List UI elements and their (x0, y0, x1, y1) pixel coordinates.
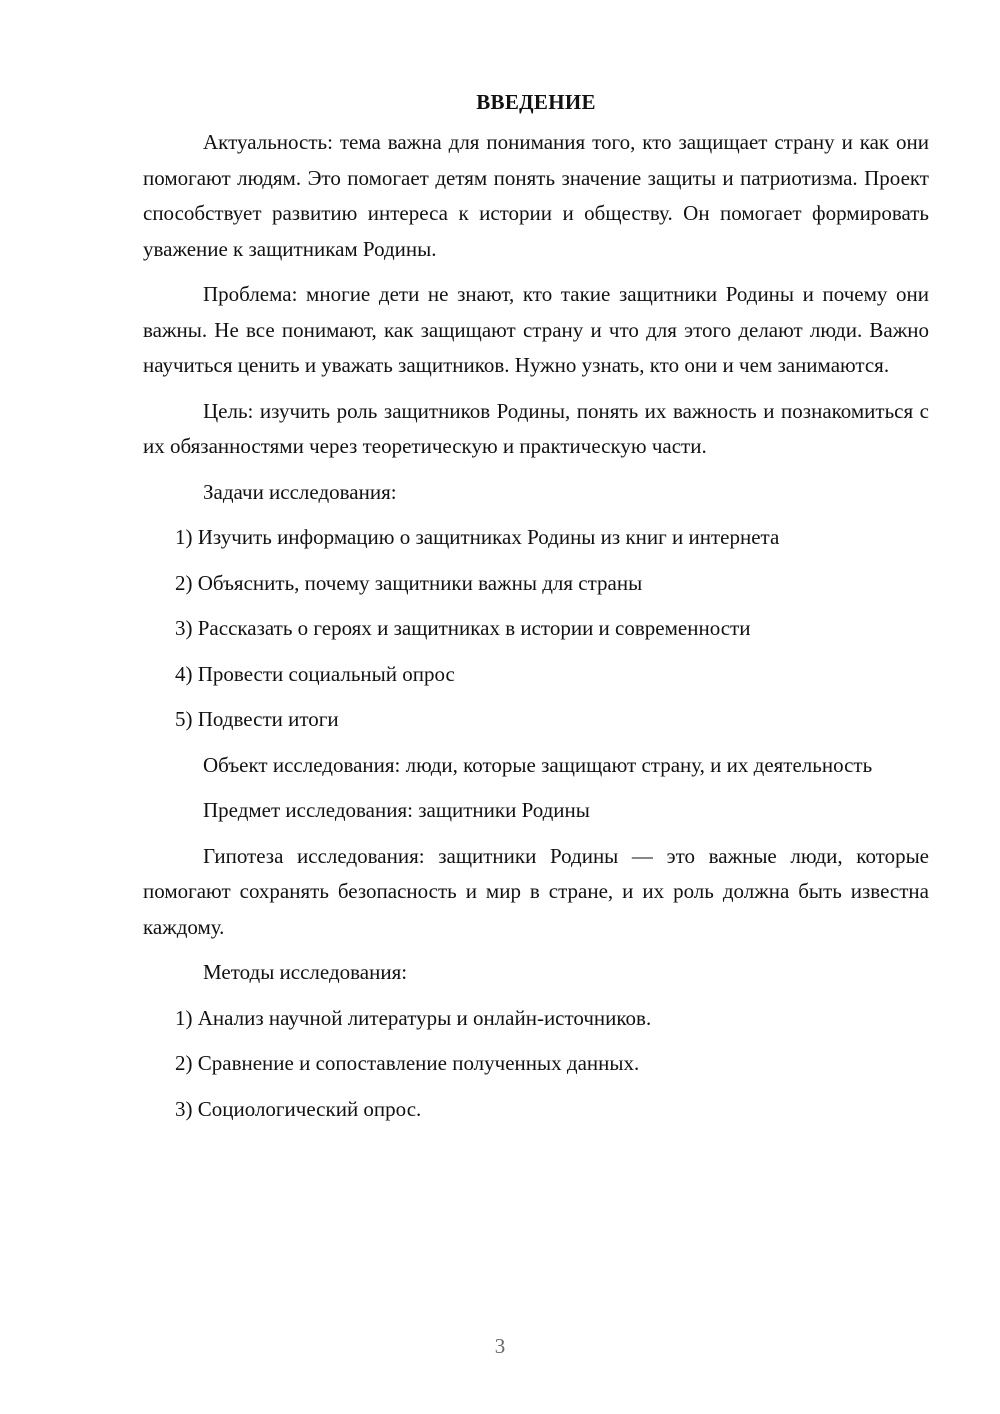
tasks-heading: Задачи исследования: (203, 479, 397, 504)
tasks-list (143, 520, 929, 738)
subject-line: Предмет исследования: защитники Родины (203, 798, 590, 822)
hypothesis-paragraph: Гипотеза исследования: защитники Родины — это важные люди, которые помогают сохранять безопасность и мир в стране, и их роль должна быть известна каждому. (143, 843, 929, 939)
document-page (143, 90, 929, 1137)
page-number: 3 (494, 1334, 506, 1358)
list-item: 2) Сравнение и сопоставление полученных данных. (175, 1051, 640, 1075)
list-item: 3) Рассказать о героях и защитниках в истории и современности (175, 616, 751, 640)
object-paragraph: Объект исследования: люди, которые защищают страну, и их деятельность (203, 752, 873, 777)
goal-paragraph: Цель: изучить роль защитников Родины, понять их важность и познакомиться с их обязанностями через теоретическую и практическую части. (143, 398, 929, 458)
problem-paragraph: Проблема: многие дети не знают, кто такие защитники Родины и почему они важны. Не все понимают, как защищают страну и что для этого делают люди. Важно научиться ценить и уважать защитников. Нужно узнать, кто они и чем занимаются. (143, 282, 929, 377)
list-item: 2) Объяснить, почему защитники важны для страны (175, 570, 643, 595)
methods-heading: Методы исследования: (203, 960, 408, 984)
list-item: 3) Социологический опрос. (175, 1096, 422, 1121)
list-item: 5) Подвести итоги (175, 707, 339, 731)
methods-list (143, 1001, 929, 1128)
list-item: 4) Провести социальный опрос (175, 661, 455, 686)
page-title: ВВЕДЕНИЕ (476, 90, 596, 114)
relevance-paragraph: Актуальность: тема важна для понимания того, кто защищает страну и как они помогают людям. Это помогает детям понять значение защиты и патриотизма. Проект способствует развитию интереса к истории и обществу. Он помогает формировать уважение к защитникам Родины. (143, 130, 929, 261)
list-item: 1) Изучить информацию о защитниках Родины из книг и интернета (175, 525, 780, 549)
list-item: 1) Анализ научной литературы и онлайн-источников. (175, 1005, 652, 1030)
